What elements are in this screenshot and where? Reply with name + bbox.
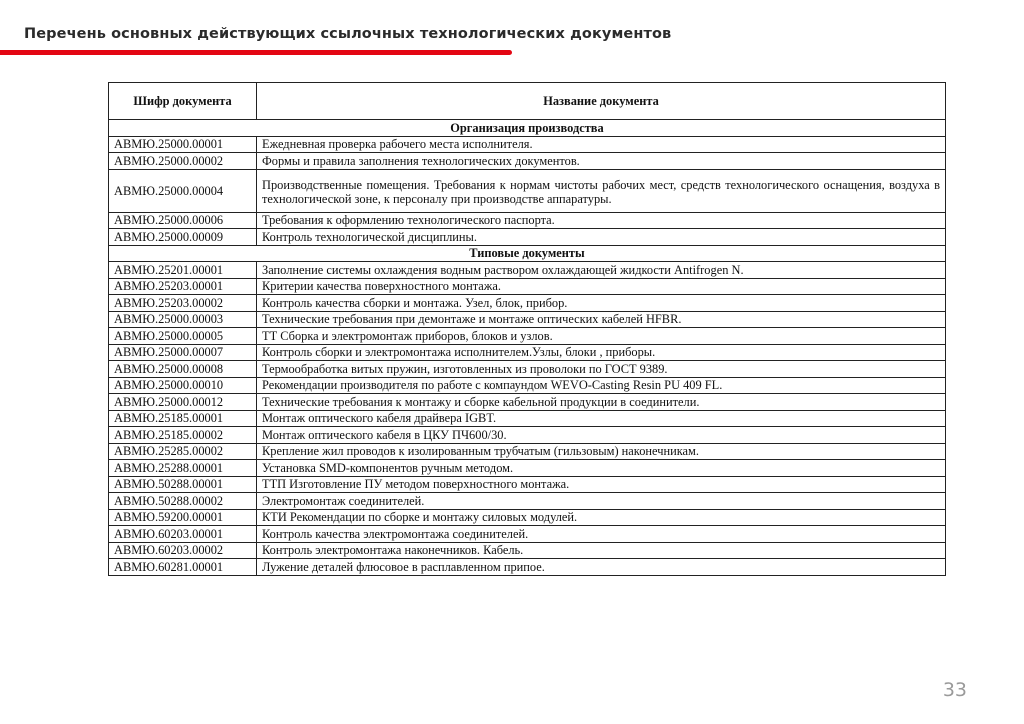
document-name: Контроль сборки и электромонтажа исполнителем.Узлы, блоки , приборы. — [257, 344, 946, 361]
document-name: Контроль качества сборки и монтажа. Узел, блок, прибор. — [257, 295, 946, 312]
document-code: АВМЮ.25203.00001 — [109, 278, 257, 295]
table-row — [109, 344, 946, 361]
document-code: АВМЮ.59200.00001 — [109, 509, 257, 526]
table-row — [109, 476, 946, 493]
column-header-name: Название документа — [257, 83, 946, 120]
table-row — [109, 493, 946, 510]
document-code: АВМЮ.25000.00005 — [109, 328, 257, 345]
table-row — [109, 443, 946, 460]
table-body — [109, 120, 946, 576]
document-code: АВМЮ.25000.00008 — [109, 361, 257, 378]
document-name: Монтаж оптического кабеля драйвера IGBT. — [257, 410, 946, 427]
document-name: Требования к оформлению технологического паспорта. — [257, 212, 946, 229]
document-code: АВМЮ.25285.00002 — [109, 443, 257, 460]
document-name: Монтаж оптического кабеля в ЦКУ ПЧ600/30. — [257, 427, 946, 444]
document-name: ТТП Изготовление ПУ методом поверхностного монтажа. — [257, 476, 946, 493]
table-header-row — [109, 83, 946, 120]
document-code: АВМЮ.25000.00010 — [109, 377, 257, 394]
document-name: Критерии качества поверхностного монтажа. — [257, 278, 946, 295]
table-row — [109, 229, 946, 246]
documents-table — [108, 82, 946, 576]
document-code: АВМЮ.50288.00002 — [109, 493, 257, 510]
page-number: 33 — [942, 679, 967, 701]
table-row — [109, 377, 946, 394]
document-name: Установка SMD-компонентов ручным методом. — [257, 460, 946, 477]
table-row — [109, 410, 946, 427]
table-row — [109, 427, 946, 444]
document-name: КТИ Рекомендации по сборке и монтажу силовых модулей. — [257, 509, 946, 526]
document-code: АВМЮ.25185.00001 — [109, 410, 257, 427]
document-code: АВМЮ.25000.00007 — [109, 344, 257, 361]
document-name: Технические требования при демонтаже и монтаже оптических кабелей HFBR. — [257, 311, 946, 328]
document-code: АВМЮ.25185.00002 — [109, 427, 257, 444]
table-row — [109, 169, 946, 212]
document-name: Электромонтаж соединителей. — [257, 493, 946, 510]
document-name: Производственные помещения. Требования к нормам чистоты рабочих мест, средств технологического оснащения, воздуха в технологической зоне, к персоналу при производстве аппаратуры. — [257, 169, 946, 212]
section-title: Организация производства — [109, 120, 946, 137]
document-code: АВМЮ.25000.00002 — [109, 153, 257, 170]
title-underline — [0, 50, 512, 55]
table-row — [109, 394, 946, 411]
document-name: Контроль технологической дисциплины. — [257, 229, 946, 246]
document-name: ТТ Сборка и электромонтаж приборов, блоков и узлов. — [257, 328, 946, 345]
document-name: Формы и правила заполнения технологических документов. — [257, 153, 946, 170]
document-code: АВМЮ.50288.00001 — [109, 476, 257, 493]
section-row — [109, 120, 946, 137]
document-name: Технические требования к монтажу и сборке кабельной продукции в соединители. — [257, 394, 946, 411]
document-code: АВМЮ.25000.00003 — [109, 311, 257, 328]
document-name: Контроль электромонтажа наконечников. Кабель. — [257, 542, 946, 559]
document-name: Заполнение системы охлаждения водным раствором охлаждающей жидкости Antifrogen N. — [257, 262, 946, 279]
document-name: Лужение деталей флюсовое в расплавленном припое. — [257, 559, 946, 576]
document-name: Ежедневная проверка рабочего места исполнителя. — [257, 136, 946, 153]
document-code: АВМЮ.25201.00001 — [109, 262, 257, 279]
document-name: Крепление жил проводов к изолированным трубчатым (гильзовым) наконечникам. — [257, 443, 946, 460]
document-name: Термообработка витых пружин, изготовленных из проволоки по ГОСТ 9389. — [257, 361, 946, 378]
document-code: АВМЮ.25000.00006 — [109, 212, 257, 229]
table-row — [109, 153, 946, 170]
document-code: АВМЮ.25288.00001 — [109, 460, 257, 477]
document-code: АВМЮ.60281.00001 — [109, 559, 257, 576]
table-row — [109, 559, 946, 576]
table-row — [109, 509, 946, 526]
table-row — [109, 526, 946, 543]
section-row — [109, 245, 946, 262]
slide-title: Перечень основных действующих ссылочных технологических документов — [24, 26, 672, 42]
column-header-code: Шифр документа — [109, 83, 257, 120]
table-row — [109, 328, 946, 345]
table-row — [109, 361, 946, 378]
document-code: АВМЮ.60203.00002 — [109, 542, 257, 559]
document-code: АВМЮ.25000.00012 — [109, 394, 257, 411]
table-row — [109, 278, 946, 295]
document-code: АВМЮ.25000.00009 — [109, 229, 257, 246]
table-row — [109, 460, 946, 477]
document-code: АВМЮ.25000.00004 — [109, 169, 257, 212]
table-row — [109, 136, 946, 153]
document-name: Контроль качества электромонтажа соединителей. — [257, 526, 946, 543]
document-name: Рекомендации производителя по работе с компаундом WEVO-Casting Resin PU 409 FL. — [257, 377, 946, 394]
table-row — [109, 542, 946, 559]
table-row — [109, 295, 946, 312]
table-row — [109, 262, 946, 279]
table-row — [109, 212, 946, 229]
document-code: АВМЮ.25203.00002 — [109, 295, 257, 312]
table-row — [109, 311, 946, 328]
document-code: АВМЮ.60203.00001 — [109, 526, 257, 543]
document-code: АВМЮ.25000.00001 — [109, 136, 257, 153]
section-title: Типовые документы — [109, 245, 946, 262]
